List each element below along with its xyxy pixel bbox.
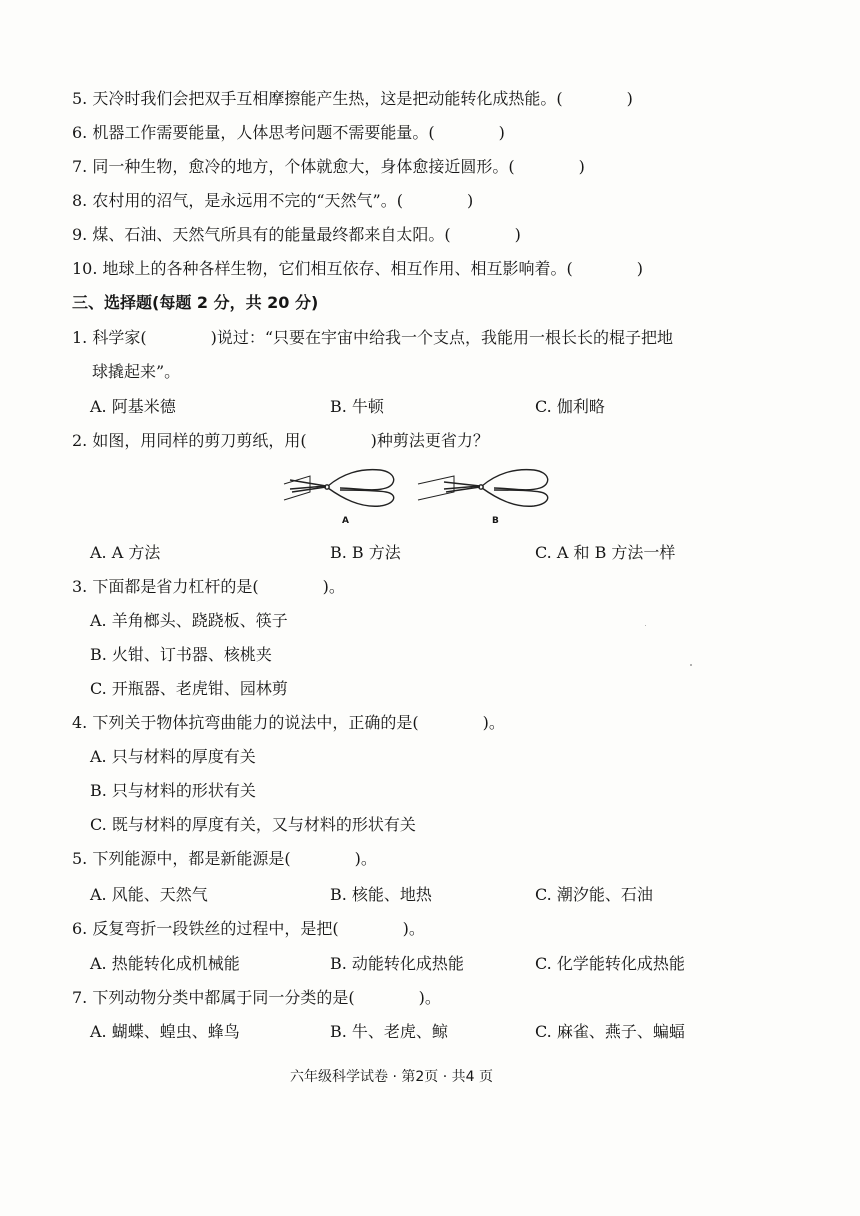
tf-item-8: 8. 农村用的沼气，是永远用不完的“天然气”。( ) <box>72 191 474 210</box>
q2-option-b: B. B 方法 <box>330 543 401 562</box>
page-footer: 六年级科学试卷 · 第2页 · 共4 页 <box>290 1069 493 1085</box>
q5-option-a: A. 风能、天然气 <box>90 885 208 904</box>
q4-option-c: C. 既与材料的厚度有关，又与材料的形状有关 <box>90 815 416 834</box>
section-title-choice: 三、选择题(每题 2 分，共 20 分) <box>72 293 319 312</box>
q6-option-c: C. 化学能转化成热能 <box>535 954 685 973</box>
q2-option-a: A. A 方法 <box>90 543 161 562</box>
q6-option-b: B. 动能转化成热能 <box>330 954 464 973</box>
q3-option-b: B. 火钳、订书器、核桃夹 <box>90 645 272 664</box>
q3-stem: 3. 下面都是省力杠杆的是( )。 <box>72 577 345 596</box>
q1-option-c: C. 伽利略 <box>535 397 605 416</box>
q1-stem-line2: 球撬起来”。 <box>92 362 181 381</box>
tf-item-7: 7. 同一种生物，愈冷的地方，个体就愈大，身体愈接近圆形。( ) <box>72 157 585 176</box>
q4-option-a: A. 只与材料的厚度有关 <box>90 747 256 766</box>
tf-item-9: 9. 煤、石油、天然气所具有的能量最终都来自太阳。( ) <box>72 225 521 244</box>
q7-option-a: A. 蝴蝶、蝗虫、蜂鸟 <box>90 1022 240 1041</box>
scissors-b-figure <box>414 462 564 518</box>
q4-stem: 4. 下列关于物体抗弯曲能力的说法中，正确的是( )。 <box>72 713 505 732</box>
scissors-a-figure <box>280 462 410 518</box>
q2-option-c: C. A 和 B 方法一样 <box>535 543 676 562</box>
q1-option-b: B. 牛顿 <box>330 397 384 416</box>
q6-option-a: A. 热能转化成机械能 <box>90 954 240 973</box>
q2-stem: 2. 如图，用同样的剪刀剪纸，用( )种剪法更省力？ <box>72 431 489 450</box>
q4-option-b: B. 只与材料的形状有关 <box>90 781 256 800</box>
tf-item-10: 10. 地球上的各种各样生物，它们相互依存、相互作用、相互影响着。( ) <box>72 259 644 278</box>
q5-option-b: B. 核能、地热 <box>330 885 432 904</box>
q5-stem: 5. 下列能源中，都是新能源是( )。 <box>72 849 377 868</box>
q6-stem: 6. 反复弯折一段铁丝的过程中，是把( )。 <box>72 919 425 938</box>
figure-label-b: B <box>492 516 499 526</box>
q1-option-a: A. 阿基米德 <box>90 397 176 416</box>
q3-option-c: C. 开瓶器、老虎钳、园林剪 <box>90 679 288 698</box>
figure-label-a: A <box>342 516 349 526</box>
scan-speck <box>690 664 692 666</box>
q7-option-c: C. 麻雀、燕子、蝙蝠 <box>535 1022 685 1041</box>
q5-option-c: C. 潮汐能、石油 <box>535 885 653 904</box>
q3-option-a: A. 羊角榔头、跷跷板、筷子 <box>90 611 288 630</box>
scan-speck <box>645 625 646 626</box>
tf-item-5: 5. 天冷时我们会把双手互相摩擦能产生热，这是把动能转化成热能。( ) <box>72 89 633 108</box>
q1-stem-line1: 1. 科学家( )说过：“只要在宇宙中给我一个支点，我能用一根长长的棍子把地 <box>72 328 674 347</box>
tf-item-6: 6. 机器工作需要能量，人体思考问题不需要能量。( ) <box>72 123 505 142</box>
q7-option-b: B. 牛、老虎、鲸 <box>330 1022 448 1041</box>
q7-stem: 7. 下列动物分类中都属于同一分类的是( )。 <box>72 988 441 1007</box>
